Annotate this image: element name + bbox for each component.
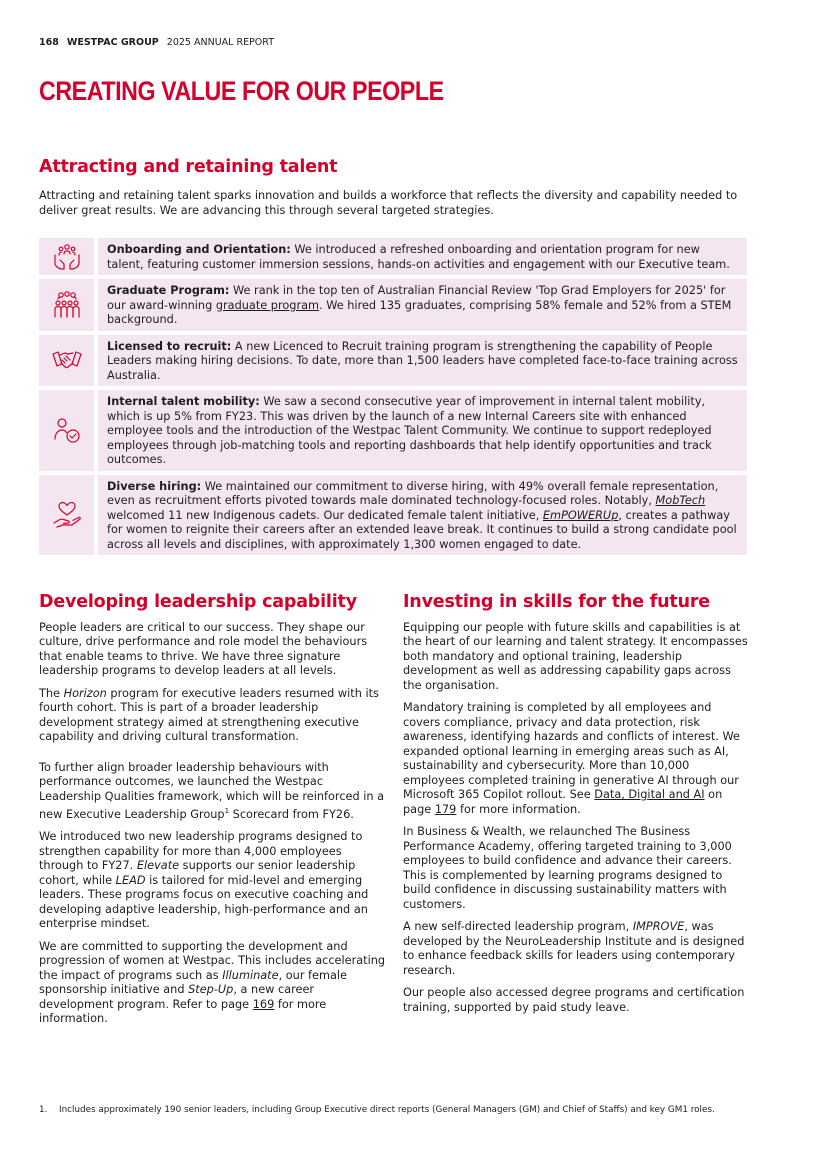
strategy-body: welcomed 11 new Indigenous cadets. Our dedicated female talent initiative, xyxy=(107,508,543,522)
strategy-body: We maintained our commitment to diverse hiring, with 49% overall female representation, even as recruitment efforts pivoted towards male dominated technology-focused roles. Notably, xyxy=(107,479,719,507)
footnote-ref[interactable]: 1 xyxy=(224,807,230,815)
strategy-text-licensed xyxy=(98,335,747,387)
footnote-text: Includes approximately 190 senior leaders, including Group Executive direct reports (General Managers (GM) and Chief of Staffs) and key GM1 roles. xyxy=(59,1105,715,1115)
strategy-text-diverse xyxy=(98,475,747,556)
strategy-text-onboarding xyxy=(98,238,747,275)
footnote-number: 1. xyxy=(39,1105,48,1115)
paragraph: Equipping our people with future skills and capabilities is at the heart of our learning and talent strategy. It encompasses both mandatory and optional training, leadership development as well as addressing capability gaps across the organisation. xyxy=(403,620,748,692)
page-169-link[interactable]: 169 xyxy=(252,997,275,1011)
strategy-body: . We hired 135 graduates, comprising 58% female and 52% from a STEM background. xyxy=(107,298,732,326)
strategy-body: , creates a pathway for women to reignite their careers after an extended leave break. It continues to build a strong candidate pool across all levels and disciplines, with approximately 1,300 women engaged to date. xyxy=(107,508,737,551)
data-digital-ai-link[interactable]: Data, Digital and AI xyxy=(594,788,705,801)
paragraph: A new self-directed leadership program, IMPROVE, was developed by the NeuroLeadership Institute and is designed to enhance feedback skills for leaders using contemporary research. xyxy=(403,920,745,977)
mobtech-link[interactable]: MobTech xyxy=(655,494,706,507)
paragraph: We are committed to supporting the development and progression of women at Westpac. This includes accelerating the impact of programs such as Illuminate, our female sponsorship initiative and Step-Up, a new career development program. Refer to page 169 for more information. xyxy=(39,939,386,1026)
running-header xyxy=(39,37,274,48)
page-number: 168 xyxy=(39,37,59,48)
section-heading-talent: Attracting and retaining talent xyxy=(39,157,338,177)
empowerup-link[interactable]: EmPOWERUp xyxy=(542,508,619,522)
people-hands-icon xyxy=(39,238,94,275)
strategy-title: Graduate Program: xyxy=(107,284,230,297)
paragraph: Mandatory training is completed by all employees and covers compliance, privacy and data protection, risk awareness, identifying hazards and conflicts of interest. We expanded optional learning in emerging areas such as AI, sustainability and cybersecurity. More than 10,000 employees completed training in generative AI through our Microsoft 365 Copilot rollout. See Data, Digital and AI on page 179 for more information. xyxy=(403,701,740,816)
paragraph: The Horizon program for executive leaders resumed with its fourth cohort. This is part of a broader leadership development strategy aimed at strengthening executive capability and driving cultural transformation. xyxy=(39,686,379,743)
strategy-body: A new Licenced to Recruit training program is strengthening the capability of People Leaders making hiring decisions. To date, more than 1,500 leaders have completed face-to-face training across Australia. xyxy=(107,339,738,382)
strategy-title: Internal talent mobility: xyxy=(107,395,260,408)
strategy-title: Diverse hiring: xyxy=(107,479,202,493)
company-name: WESTPAC GROUP xyxy=(66,37,159,48)
strategy-text-mobility xyxy=(98,390,747,471)
strategy-row-diverse xyxy=(39,475,747,556)
graduate-program-link[interactable]: graduate program xyxy=(215,298,320,312)
report-name: 2025 ANNUAL REPORT xyxy=(166,37,274,48)
strategy-list xyxy=(39,238,747,559)
strategy-row-graduate xyxy=(39,279,747,331)
strategy-title: Onboarding and Orientation: xyxy=(107,243,291,256)
page-title: CREATING VALUE FOR OUR PEOPLE xyxy=(39,76,444,106)
handshake-icon xyxy=(39,335,94,387)
paragraph: People leaders are critical to our success. They shape our culture, drive performance and role model the behaviours that enable teams to thrive. We have three signature leadership programs to develop leaders at all levels. xyxy=(39,620,368,677)
heart-hand-icon xyxy=(39,475,94,556)
strategy-body: We introduced a refreshed onboarding and orientation program for new talent, featuring customer immersion sessions, hands-on activities and engagement with our Executive team. xyxy=(107,243,730,271)
group-people-icon xyxy=(39,279,94,331)
footnote xyxy=(39,1105,759,1116)
strategy-text-graduate xyxy=(98,279,747,331)
paragraph: In Business & Wealth, we relaunched The Business Performance Academy, offering targeted training to 3,000 employees to build confidence and advance their careers. This is complemented by learning programs designed to build confidence in discussing sustainability matters with customers. xyxy=(403,825,732,911)
strategy-row-licensed xyxy=(39,335,747,387)
paragraph: Our people also accessed degree programs and certification training, supported by paid study leave. xyxy=(403,986,745,1014)
talent-intro: Attracting and retaining talent sparks innovation and builds a workforce that reflects the diversity and capability needed to deliver great results. We are advancing this through several targeted strategies. xyxy=(39,189,738,217)
strategy-row-mobility xyxy=(39,390,747,471)
paragraph: To further align broader leadership behaviours with performance outcomes, we launched the Westpac Leadership Qualities framework, which will be reinforced in a new Executive Leadership Group$^1$ Scorecard from FY26. xyxy=(39,760,385,821)
leadership-column xyxy=(39,592,387,1035)
strategy-title: Licensed to recruit: xyxy=(107,339,232,353)
strategy-body: We rank in the top ten of Australian Financial Review 'Top Grad Employers for 2025' for our award-winning xyxy=(107,284,726,312)
strategy-body: We saw a second consecutive year of improvement in internal talent mobility, which is up 5% from FY23. This was driven by the launch of a new Internal Careers site with enhanced employee tools and the introduction of the Westpac Talent Community. We continue to support redeployed employees through job-matching tools and reporting dashboards that help identify opportunities and track outcomes. xyxy=(107,395,712,466)
strategy-row-onboarding xyxy=(39,238,747,275)
paragraph: We introduced two new leadership programs designed to strengthen capability for more than 4,000 employees through to FY27. Elevate supports our senior leadership cohort, while LEAD is tailored for mid-level and emerging leaders. These programs focus on executive coaching and developing adaptive leadership, high-performance and an enterprise mindset. xyxy=(39,830,369,931)
page-179-link[interactable]: 179 xyxy=(434,802,457,816)
section-heading-skills: Investing in skills for the future xyxy=(403,592,710,612)
section-heading-leadership: Developing leadership capability xyxy=(39,592,357,612)
skills-column xyxy=(403,592,748,1023)
person-check-icon xyxy=(39,390,94,471)
